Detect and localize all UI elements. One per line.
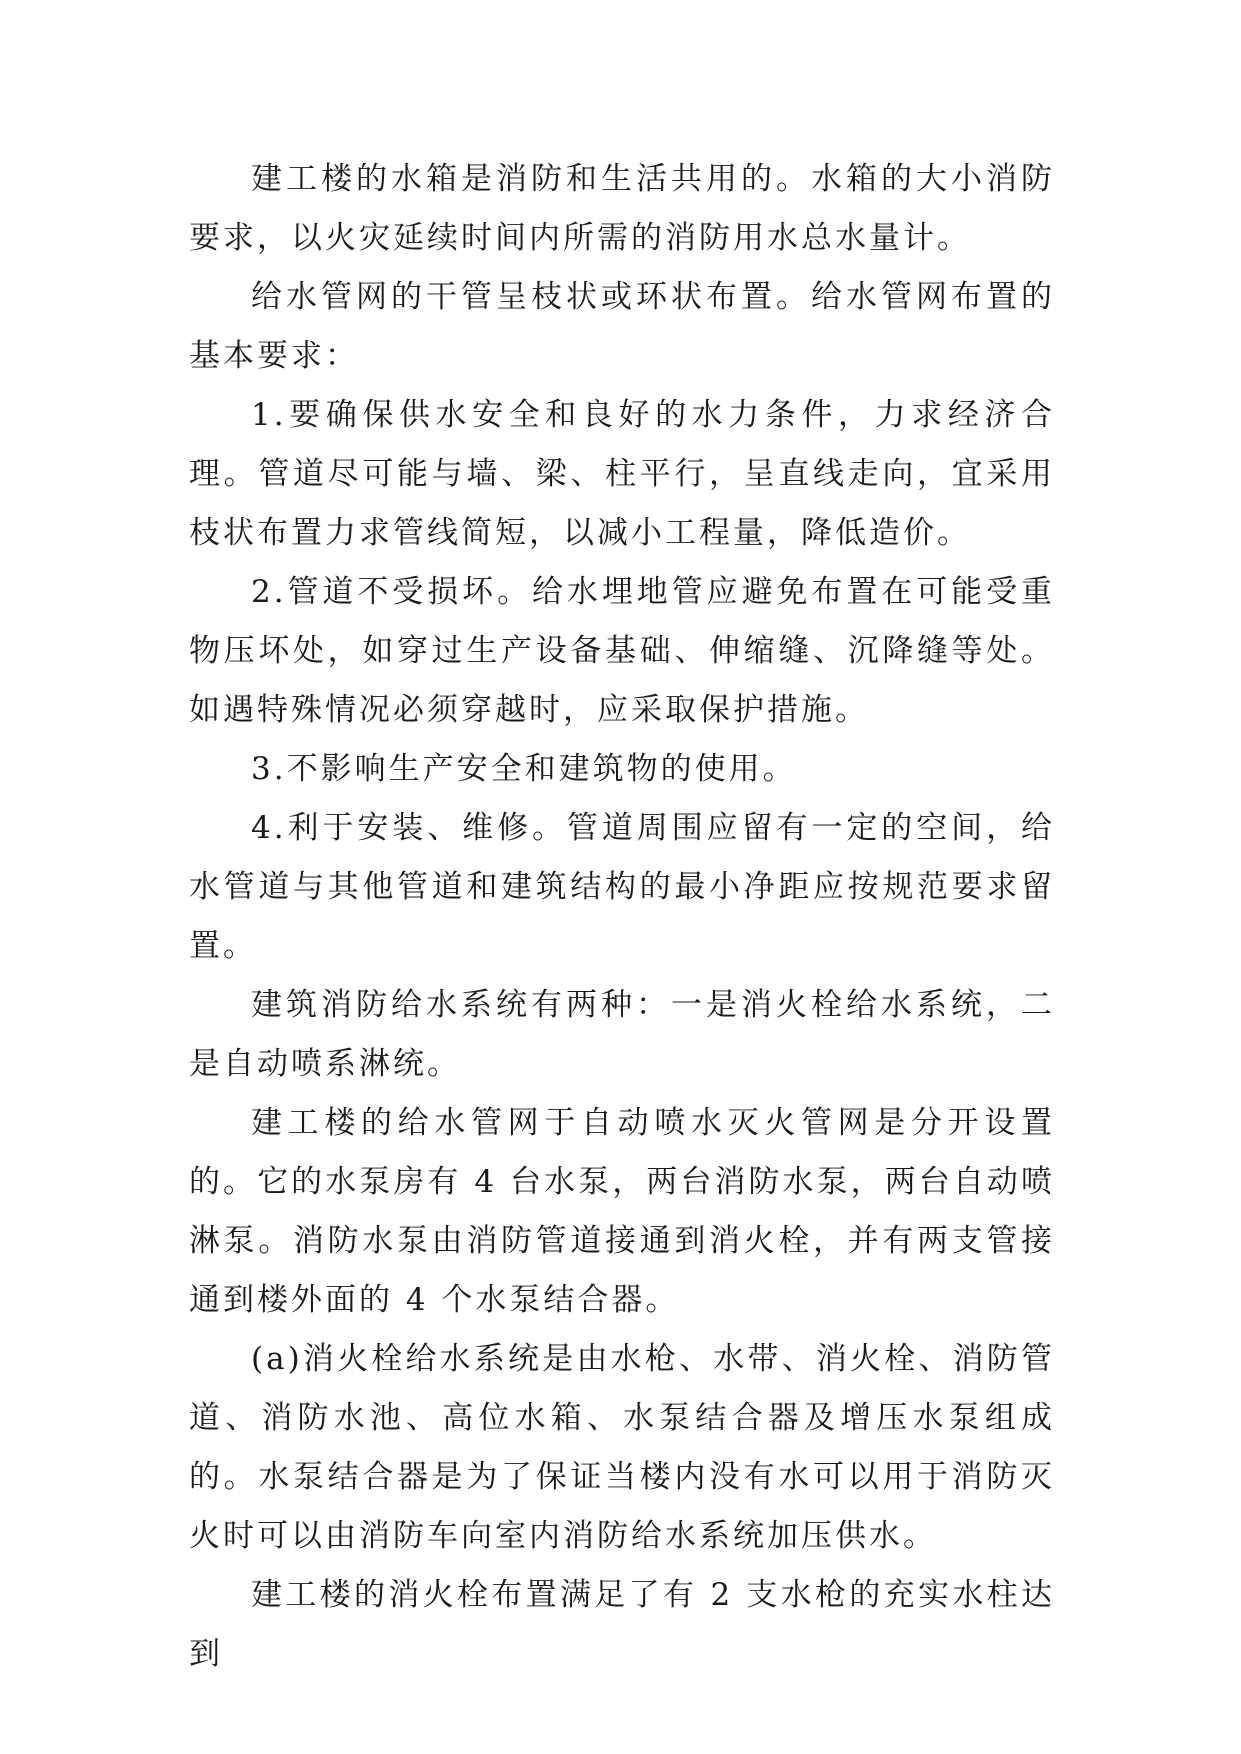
paragraph-requirement-2: 2.管道不受损坏。给水埋地管应避免布置在可能受重物压坏处，如穿过生产设备基础、伸缩缝、沉降缝等处。如遇特殊情况必须穿越时，应采取保护措施。 [189,574,1055,728]
paragraph-water-tank: 建工楼的水箱是消防和生活共用的。水箱的大小消防要求，以火灾延续时间内所需的消防用水总水量计。 [189,161,1055,256]
paragraph-hydrant-layout: 建工楼的消火栓布置满足了有 2 支水枪的充实水柱达到 [189,1577,1055,1672]
paragraph-requirement-1: 1.要确保供水安全和良好的水力条件，力求经济合理。管道尽可能与墙、梁、柱平行，呈直线走向，宜采用枝状布置力求管线简短，以减小工程量，降低造价。 [189,397,1055,551]
paragraph-pipe-network-layout: 给水管网的干管呈枝状或环状布置。给水管网布置的基本要求： [189,279,1055,374]
paragraph-requirement-3: 3.不影响生产安全和建筑物的使用。 [251,751,797,787]
paragraph-fire-systems: 建筑消防给水系统有两种：一是消火栓给水系统，二是自动喷系淋统。 [189,987,1055,1082]
paragraph-hydrant-system: (a)消火栓给水系统是由水枪、水带、消火栓、消防管道、消防水池、高位水箱、水泵结合器及增压水泵组成的。水泵结合器是为了保证当楼内没有水可以用于消防灭火时可以由消防车向室内消防给水系统加压供水。 [189,1341,1055,1554]
paragraph-requirement-4: 4.利于安装、维修。管道周围应留有一定的空间，给水管道与其他管道和建筑结构的最小净距应按规范要求留置。 [189,810,1055,964]
document-body [189,150,1055,1684]
paragraph-pump-room: 建工楼的给水管网于自动喷水灭火管网是分开设置的。它的水泵房有 4 台水泵，两台消防水泵，两台自动喷淋泵。消防水泵由消防管道接通到消火栓，并有两支管接通到楼外面的 4 个水泵结合器。 [189,1105,1055,1318]
